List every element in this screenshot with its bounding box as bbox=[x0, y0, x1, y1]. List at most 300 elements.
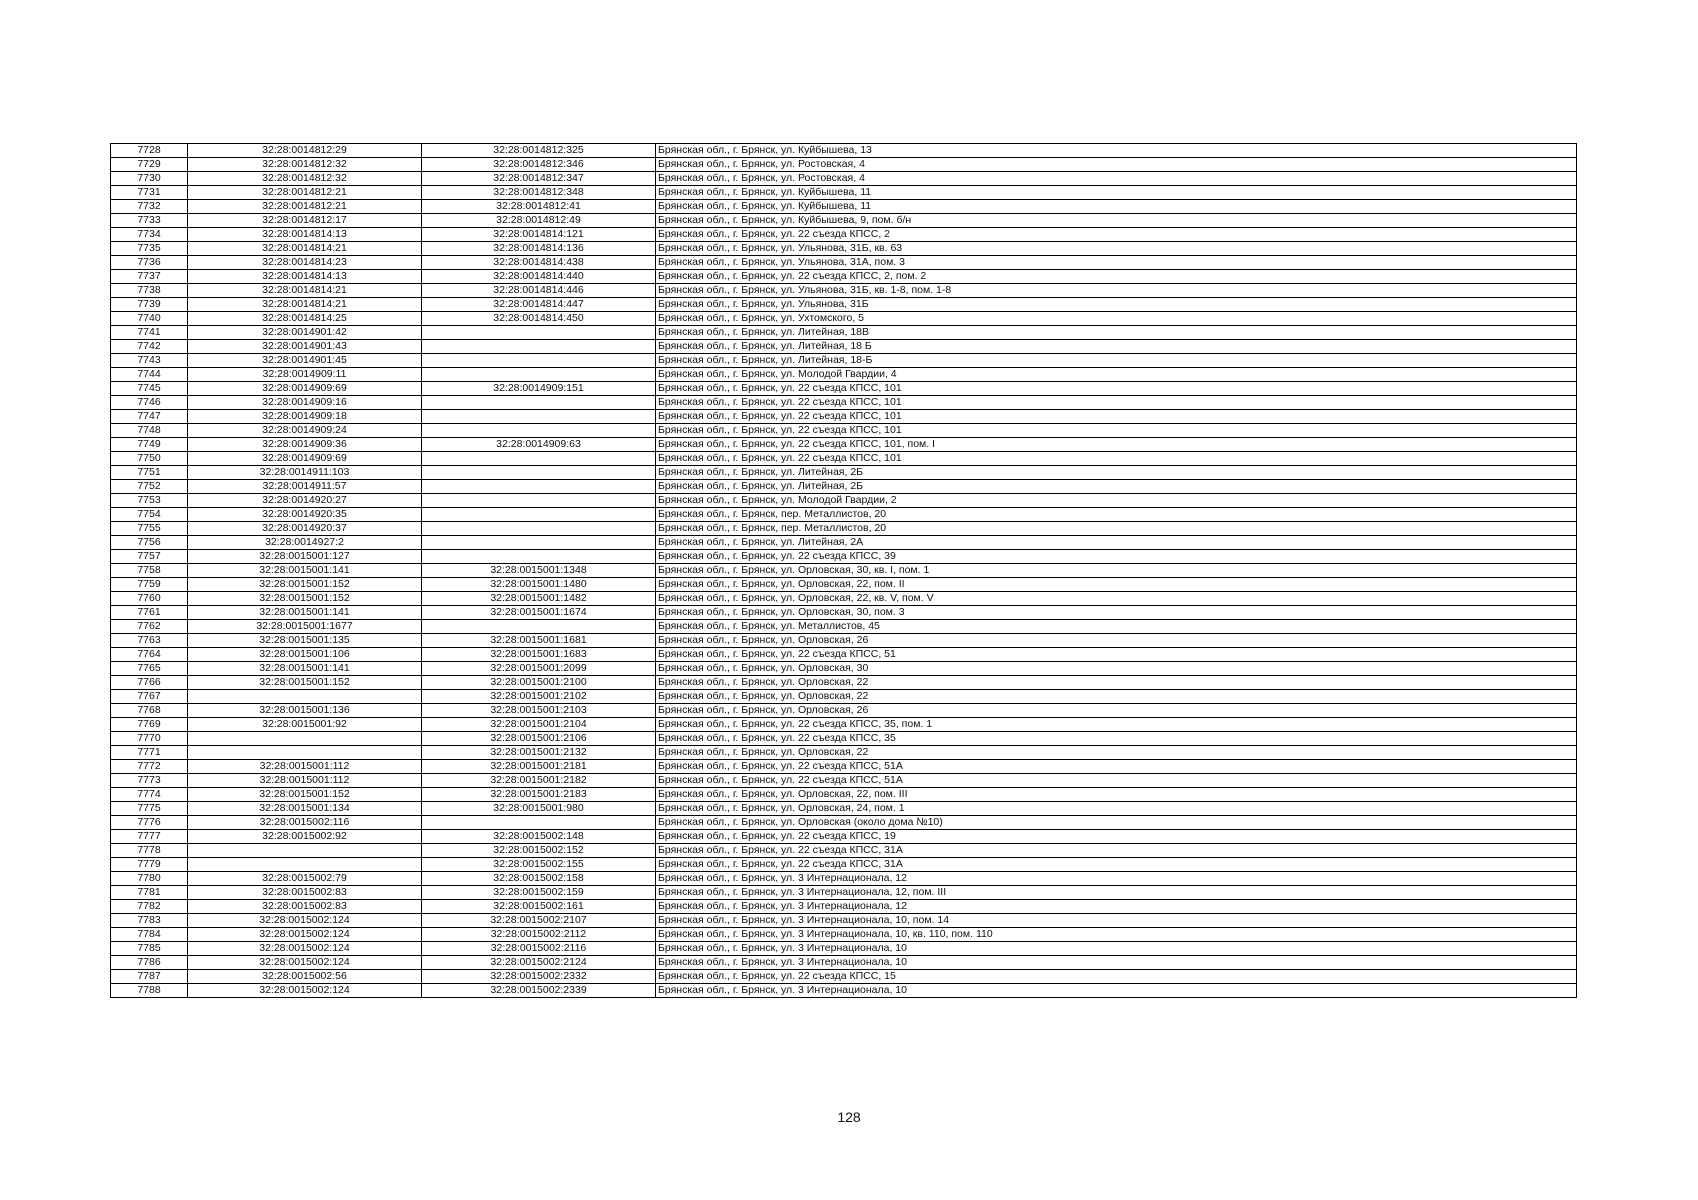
registry-table bbox=[110, 143, 1577, 998]
row-number-cell: 7771 bbox=[111, 746, 188, 760]
land-cadastral-cell: 32:28:0015001:1677 bbox=[188, 620, 422, 634]
object-cadastral-cell bbox=[422, 508, 656, 522]
row-number-cell: 7770 bbox=[111, 732, 188, 746]
table-row bbox=[111, 452, 1577, 466]
row-number-cell: 7749 bbox=[111, 438, 188, 452]
object-cadastral-cell bbox=[422, 522, 656, 536]
table-row bbox=[111, 438, 1577, 452]
address-cell: Брянская обл., г. Брянск, ул. Орловская, 22, кв. V, пом. V bbox=[656, 592, 1577, 606]
land-cadastral-cell: 32:28:0015001:106 bbox=[188, 648, 422, 662]
address-cell: Брянская обл., г. Брянск, ул. Орловская, 22, пом. II bbox=[656, 578, 1577, 592]
address-cell: Брянская обл., г. Брянск, ул. 3 Интернационала, 10 bbox=[656, 956, 1577, 970]
address-cell: Брянская обл., г. Брянск, ул. Литейная, 2Б bbox=[656, 480, 1577, 494]
table-row bbox=[111, 270, 1577, 284]
table-row bbox=[111, 914, 1577, 928]
object-cadastral-cell bbox=[422, 480, 656, 494]
land-cadastral-cell: 32:28:0014814:23 bbox=[188, 256, 422, 270]
object-cadastral-cell: 32:28:0015001:2103 bbox=[422, 704, 656, 718]
address-cell: Брянская обл., г. Брянск, ул. 22 съезда КПСС, 51 bbox=[656, 648, 1577, 662]
land-cadastral-cell: 32:28:0015001:134 bbox=[188, 802, 422, 816]
table-row bbox=[111, 900, 1577, 914]
row-number-cell: 7753 bbox=[111, 494, 188, 508]
land-cadastral-cell: 32:28:0014814:21 bbox=[188, 242, 422, 256]
table-row bbox=[111, 284, 1577, 298]
row-number-cell: 7760 bbox=[111, 592, 188, 606]
table-row bbox=[111, 746, 1577, 760]
object-cadastral-cell bbox=[422, 354, 656, 368]
land-cadastral-cell: 32:28:0014812:32 bbox=[188, 158, 422, 172]
object-cadastral-cell: 32:28:0015002:159 bbox=[422, 886, 656, 900]
row-number-cell: 7748 bbox=[111, 424, 188, 438]
object-cadastral-cell: 32:28:0014812:325 bbox=[422, 144, 656, 158]
row-number-cell: 7741 bbox=[111, 326, 188, 340]
table-row bbox=[111, 956, 1577, 970]
table-row bbox=[111, 536, 1577, 550]
table-row bbox=[111, 872, 1577, 886]
address-cell: Брянская обл., г. Брянск, ул. Орловская, 22 bbox=[656, 746, 1577, 760]
row-number-cell: 7787 bbox=[111, 970, 188, 984]
table-row bbox=[111, 774, 1577, 788]
address-cell: Брянская обл., г. Брянск, ул. Ульянова, 31Б, кв. 1-8, пом. 1-8 bbox=[656, 284, 1577, 298]
land-cadastral-cell: 32:28:0014920:35 bbox=[188, 508, 422, 522]
land-cadastral-cell: 32:28:0015001:152 bbox=[188, 592, 422, 606]
land-cadastral-cell: 32:28:0015001:127 bbox=[188, 550, 422, 564]
object-cadastral-cell: 32:28:0015001:1683 bbox=[422, 648, 656, 662]
address-cell: Брянская обл., г. Брянск, ул. Молодой Гвардии, 2 bbox=[656, 494, 1577, 508]
land-cadastral-cell: 32:28:0015001:92 bbox=[188, 718, 422, 732]
object-cadastral-cell bbox=[422, 396, 656, 410]
land-cadastral-cell: 32:28:0014812:32 bbox=[188, 172, 422, 186]
object-cadastral-cell: 32:28:0014814:136 bbox=[422, 242, 656, 256]
table-row bbox=[111, 522, 1577, 536]
table-row bbox=[111, 592, 1577, 606]
address-cell: Брянская обл., г. Брянск, ул. 22 съезда КПСС, 35 bbox=[656, 732, 1577, 746]
land-cadastral-cell: 32:28:0015001:135 bbox=[188, 634, 422, 648]
object-cadastral-cell: 32:28:0015001:2182 bbox=[422, 774, 656, 788]
land-cadastral-cell: 32:28:0015002:56 bbox=[188, 970, 422, 984]
table-row bbox=[111, 550, 1577, 564]
land-cadastral-cell: 32:28:0014814:25 bbox=[188, 312, 422, 326]
land-cadastral-cell bbox=[188, 858, 422, 872]
address-cell: Брянская обл., г. Брянск, ул. Орловская (около дома №10) bbox=[656, 816, 1577, 830]
object-cadastral-cell: 32:28:0015002:2124 bbox=[422, 956, 656, 970]
row-number-cell: 7777 bbox=[111, 830, 188, 844]
land-cadastral-cell: 32:28:0014901:42 bbox=[188, 326, 422, 340]
table-row bbox=[111, 648, 1577, 662]
row-number-cell: 7766 bbox=[111, 676, 188, 690]
object-cadastral-cell: 32:28:0015001:2099 bbox=[422, 662, 656, 676]
table-row bbox=[111, 410, 1577, 424]
address-cell: Брянская обл., г. Брянск, ул. 3 Интернационала, 10, кв. 110, пом. 110 bbox=[656, 928, 1577, 942]
object-cadastral-cell: 32:28:0014812:348 bbox=[422, 186, 656, 200]
table-row bbox=[111, 312, 1577, 326]
land-cadastral-cell: 32:28:0014909:24 bbox=[188, 424, 422, 438]
table-row bbox=[111, 228, 1577, 242]
row-number-cell: 7783 bbox=[111, 914, 188, 928]
row-number-cell: 7781 bbox=[111, 886, 188, 900]
land-cadastral-cell: 32:28:0015001:141 bbox=[188, 606, 422, 620]
table-row bbox=[111, 606, 1577, 620]
address-cell: Брянская обл., г. Брянск, ул. 3 Интернационала, 12 bbox=[656, 872, 1577, 886]
address-cell: Брянская обл., г. Брянск, ул. Орловская, 22 bbox=[656, 676, 1577, 690]
object-cadastral-cell: 32:28:0014812:41 bbox=[422, 200, 656, 214]
address-cell: Брянская обл., г. Брянск, ул. Куйбышева, 9, пом. б/н bbox=[656, 214, 1577, 228]
row-number-cell: 7746 bbox=[111, 396, 188, 410]
table-row bbox=[111, 298, 1577, 312]
table-row bbox=[111, 690, 1577, 704]
object-cadastral-cell: 32:28:0015002:152 bbox=[422, 844, 656, 858]
land-cadastral-cell bbox=[188, 690, 422, 704]
object-cadastral-cell bbox=[422, 340, 656, 354]
table-row bbox=[111, 242, 1577, 256]
row-number-cell: 7747 bbox=[111, 410, 188, 424]
object-cadastral-cell: 32:28:0015001:2106 bbox=[422, 732, 656, 746]
object-cadastral-cell: 32:28:0015002:2339 bbox=[422, 984, 656, 998]
address-cell: Брянская обл., г. Брянск, ул. Ульянова, 31Б, кв. 63 bbox=[656, 242, 1577, 256]
land-cadastral-cell: 32:28:0015002:83 bbox=[188, 886, 422, 900]
row-number-cell: 7733 bbox=[111, 214, 188, 228]
land-cadastral-cell: 32:28:0015001:141 bbox=[188, 662, 422, 676]
address-cell: Брянская обл., г. Брянск, ул. 22 съезда КПСС, 51А bbox=[656, 760, 1577, 774]
address-cell: Брянская обл., г. Брянск, ул. Литейная, 2А bbox=[656, 536, 1577, 550]
table-row bbox=[111, 158, 1577, 172]
land-cadastral-cell: 32:28:0014812:29 bbox=[188, 144, 422, 158]
address-cell: Брянская обл., г. Брянск, ул. Литейная, 18-Б bbox=[656, 354, 1577, 368]
address-cell: Брянская обл., г. Брянск, ул. 22 съезда КПСС, 2 bbox=[656, 228, 1577, 242]
address-cell: Брянская обл., г. Брянск, ул. Куйбышева, 13 bbox=[656, 144, 1577, 158]
table-row bbox=[111, 424, 1577, 438]
row-number-cell: 7764 bbox=[111, 648, 188, 662]
object-cadastral-cell: 32:28:0015002:155 bbox=[422, 858, 656, 872]
address-cell: Брянская обл., г. Брянск, ул. 22 съезда КПСС, 101 bbox=[656, 382, 1577, 396]
land-cadastral-cell: 32:28:0015001:112 bbox=[188, 760, 422, 774]
object-cadastral-cell: 32:28:0015001:1480 bbox=[422, 578, 656, 592]
land-cadastral-cell: 32:28:0015002:124 bbox=[188, 984, 422, 998]
table-row bbox=[111, 718, 1577, 732]
row-number-cell: 7743 bbox=[111, 354, 188, 368]
row-number-cell: 7759 bbox=[111, 578, 188, 592]
object-cadastral-cell bbox=[422, 550, 656, 564]
address-cell: Брянская обл., г. Брянск, ул. 22 съезда КПСС, 51А bbox=[656, 774, 1577, 788]
object-cadastral-cell bbox=[422, 368, 656, 382]
land-cadastral-cell: 32:28:0015002:124 bbox=[188, 928, 422, 942]
object-cadastral-cell: 32:28:0014814:450 bbox=[422, 312, 656, 326]
object-cadastral-cell: 32:28:0014812:347 bbox=[422, 172, 656, 186]
address-cell: Брянская обл., г. Брянск, ул. Орловская, 30 bbox=[656, 662, 1577, 676]
table-row bbox=[111, 634, 1577, 648]
object-cadastral-cell bbox=[422, 424, 656, 438]
row-number-cell: 7767 bbox=[111, 690, 188, 704]
object-cadastral-cell bbox=[422, 326, 656, 340]
row-number-cell: 7768 bbox=[111, 704, 188, 718]
table-row bbox=[111, 704, 1577, 718]
object-cadastral-cell: 32:28:0014814:446 bbox=[422, 284, 656, 298]
row-number-cell: 7737 bbox=[111, 270, 188, 284]
address-cell: Брянская обл., г. Брянск, ул. Молодой Гвардии, 4 bbox=[656, 368, 1577, 382]
address-cell: Брянская обл., г. Брянск, пер. Металлистов, 20 bbox=[656, 522, 1577, 536]
row-number-cell: 7740 bbox=[111, 312, 188, 326]
table-row bbox=[111, 620, 1577, 634]
row-number-cell: 7730 bbox=[111, 172, 188, 186]
object-cadastral-cell: 32:28:0015002:2107 bbox=[422, 914, 656, 928]
row-number-cell: 7755 bbox=[111, 522, 188, 536]
row-number-cell: 7763 bbox=[111, 634, 188, 648]
row-number-cell: 7784 bbox=[111, 928, 188, 942]
address-cell: Брянская обл., г. Брянск, ул. 22 съезда КПСС, 39 bbox=[656, 550, 1577, 564]
object-cadastral-cell: 32:28:0015002:158 bbox=[422, 872, 656, 886]
address-cell: Брянская обл., г. Брянск, ул. 3 Интернационала, 10, пом. 14 bbox=[656, 914, 1577, 928]
land-cadastral-cell: 32:28:0014814:13 bbox=[188, 270, 422, 284]
object-cadastral-cell: 32:28:0015002:2332 bbox=[422, 970, 656, 984]
table-row bbox=[111, 858, 1577, 872]
table-row bbox=[111, 760, 1577, 774]
object-cadastral-cell: 32:28:0015001:2102 bbox=[422, 690, 656, 704]
land-cadastral-cell: 32:28:0014812:21 bbox=[188, 186, 422, 200]
land-cadastral-cell: 32:28:0015002:79 bbox=[188, 872, 422, 886]
object-cadastral-cell: 32:28:0014812:346 bbox=[422, 158, 656, 172]
table-row bbox=[111, 802, 1577, 816]
land-cadastral-cell: 32:28:0015001:152 bbox=[188, 578, 422, 592]
address-cell: Брянская обл., г. Брянск, ул. 22 съезда КПСС, 15 bbox=[656, 970, 1577, 984]
table-row bbox=[111, 256, 1577, 270]
land-cadastral-cell bbox=[188, 732, 422, 746]
address-cell: Брянская обл., г. Брянск, ул. Ульянова, 31А, пом. 3 bbox=[656, 256, 1577, 270]
object-cadastral-cell: 32:28:0014814:447 bbox=[422, 298, 656, 312]
object-cadastral-cell: 32:28:0015001:2100 bbox=[422, 676, 656, 690]
row-number-cell: 7736 bbox=[111, 256, 188, 270]
address-cell: Брянская обл., г. Брянск, ул. 22 съезда КПСС, 31А bbox=[656, 844, 1577, 858]
row-number-cell: 7761 bbox=[111, 606, 188, 620]
row-number-cell: 7774 bbox=[111, 788, 188, 802]
address-cell: Брянская обл., г. Брянск, ул. Ростовская, 4 bbox=[656, 158, 1577, 172]
address-cell: Брянская обл., г. Брянск, ул. 22 съезда КПСС, 2, пом. 2 bbox=[656, 270, 1577, 284]
address-cell: Брянская обл., г. Брянск, ул. 22 съезда КПСС, 101 bbox=[656, 424, 1577, 438]
land-cadastral-cell bbox=[188, 844, 422, 858]
row-number-cell: 7742 bbox=[111, 340, 188, 354]
address-cell: Брянская обл., г. Брянск, ул. Металлистов, 45 bbox=[656, 620, 1577, 634]
table-row bbox=[111, 396, 1577, 410]
address-cell: Брянская обл., г. Брянск, ул. Орловская, 22, пом. III bbox=[656, 788, 1577, 802]
object-cadastral-cell bbox=[422, 536, 656, 550]
object-cadastral-cell: 32:28:0015002:2116 bbox=[422, 942, 656, 956]
land-cadastral-cell: 32:28:0014909:69 bbox=[188, 452, 422, 466]
land-cadastral-cell: 32:28:0014909:16 bbox=[188, 396, 422, 410]
table-row bbox=[111, 508, 1577, 522]
address-cell: Брянская обл., г. Брянск, ул. Ухтомского, 5 bbox=[656, 312, 1577, 326]
object-cadastral-cell: 32:28:0015001:1681 bbox=[422, 634, 656, 648]
object-cadastral-cell: 32:28:0014812:49 bbox=[422, 214, 656, 228]
row-number-cell: 7751 bbox=[111, 466, 188, 480]
object-cadastral-cell: 32:28:0014814:438 bbox=[422, 256, 656, 270]
object-cadastral-cell: 32:28:0015002:148 bbox=[422, 830, 656, 844]
table-row bbox=[111, 578, 1577, 592]
table-row bbox=[111, 494, 1577, 508]
land-cadastral-cell: 32:28:0015001:141 bbox=[188, 564, 422, 578]
land-cadastral-cell bbox=[188, 746, 422, 760]
land-cadastral-cell: 32:28:0014909:11 bbox=[188, 368, 422, 382]
row-number-cell: 7732 bbox=[111, 200, 188, 214]
page-number: 128 bbox=[837, 1109, 861, 1125]
table-row bbox=[111, 340, 1577, 354]
row-number-cell: 7750 bbox=[111, 452, 188, 466]
row-number-cell: 7776 bbox=[111, 816, 188, 830]
address-cell: Брянская обл., г. Брянск, ул. Орловская, 30, пом. 3 bbox=[656, 606, 1577, 620]
table-row bbox=[111, 186, 1577, 200]
address-cell: Брянская обл., г. Брянск, ул. 22 съезда КПСС, 101 bbox=[656, 452, 1577, 466]
land-cadastral-cell: 32:28:0015002:124 bbox=[188, 942, 422, 956]
table-row bbox=[111, 676, 1577, 690]
row-number-cell: 7731 bbox=[111, 186, 188, 200]
table-row bbox=[111, 970, 1577, 984]
table-row bbox=[111, 886, 1577, 900]
table-row bbox=[111, 830, 1577, 844]
address-cell: Брянская обл., г. Брянск, ул. Орловская, 30, кв. I, пом. 1 bbox=[656, 564, 1577, 578]
table-row bbox=[111, 844, 1577, 858]
address-cell: Брянская обл., г. Брянск, ул. 22 съезда КПСС, 31А bbox=[656, 858, 1577, 872]
row-number-cell: 7738 bbox=[111, 284, 188, 298]
object-cadastral-cell: 32:28:0014814:121 bbox=[422, 228, 656, 242]
object-cadastral-cell: 32:28:0015001:2132 bbox=[422, 746, 656, 760]
row-number-cell: 7735 bbox=[111, 242, 188, 256]
row-number-cell: 7779 bbox=[111, 858, 188, 872]
address-cell: Брянская обл., г. Брянск, ул. 22 съезда КПСС, 19 bbox=[656, 830, 1577, 844]
registry-table-body bbox=[111, 144, 1577, 998]
object-cadastral-cell: 32:28:0015001:1348 bbox=[422, 564, 656, 578]
address-cell: Брянская обл., г. Брянск, ул. 22 съезда КПСС, 101 bbox=[656, 410, 1577, 424]
address-cell: Брянская обл., г. Брянск, пер. Металлистов, 20 bbox=[656, 508, 1577, 522]
land-cadastral-cell: 32:28:0015001:152 bbox=[188, 676, 422, 690]
object-cadastral-cell: 32:28:0014909:151 bbox=[422, 382, 656, 396]
land-cadastral-cell: 32:28:0015002:124 bbox=[188, 914, 422, 928]
object-cadastral-cell bbox=[422, 816, 656, 830]
land-cadastral-cell: 32:28:0014814:21 bbox=[188, 298, 422, 312]
land-cadastral-cell: 32:28:0014814:21 bbox=[188, 284, 422, 298]
table-row bbox=[111, 144, 1577, 158]
land-cadastral-cell: 32:28:0014901:45 bbox=[188, 354, 422, 368]
address-cell: Брянская обл., г. Брянск, ул. Куйбышева, 11 bbox=[656, 200, 1577, 214]
row-number-cell: 7769 bbox=[111, 718, 188, 732]
land-cadastral-cell: 32:28:0015002:92 bbox=[188, 830, 422, 844]
table-row bbox=[111, 732, 1577, 746]
object-cadastral-cell: 32:28:0015002:2112 bbox=[422, 928, 656, 942]
address-cell: Брянская обл., г. Брянск, ул. Орловская, 26 bbox=[656, 634, 1577, 648]
object-cadastral-cell bbox=[422, 410, 656, 424]
table-row bbox=[111, 382, 1577, 396]
row-number-cell: 7739 bbox=[111, 298, 188, 312]
table-row bbox=[111, 466, 1577, 480]
row-number-cell: 7765 bbox=[111, 662, 188, 676]
land-cadastral-cell: 32:28:0014812:21 bbox=[188, 200, 422, 214]
row-number-cell: 7752 bbox=[111, 480, 188, 494]
land-cadastral-cell: 32:28:0015002:83 bbox=[188, 900, 422, 914]
land-cadastral-cell: 32:28:0014909:69 bbox=[188, 382, 422, 396]
address-cell: Брянская обл., г. Брянск, ул. Куйбышева, 11 bbox=[656, 186, 1577, 200]
land-cadastral-cell: 32:28:0014927:2 bbox=[188, 536, 422, 550]
object-cadastral-cell bbox=[422, 452, 656, 466]
table-row bbox=[111, 564, 1577, 578]
land-cadastral-cell: 32:28:0014901:43 bbox=[188, 340, 422, 354]
land-cadastral-cell: 32:28:0014814:13 bbox=[188, 228, 422, 242]
row-number-cell: 7734 bbox=[111, 228, 188, 242]
address-cell: Брянская обл., г. Брянск, ул. Ульянова, 31Б bbox=[656, 298, 1577, 312]
address-cell: Брянская обл., г. Брянск, ул. Литейная, 18В bbox=[656, 326, 1577, 340]
row-number-cell: 7762 bbox=[111, 620, 188, 634]
table-row bbox=[111, 816, 1577, 830]
table-row bbox=[111, 354, 1577, 368]
table-row bbox=[111, 200, 1577, 214]
object-cadastral-cell bbox=[422, 620, 656, 634]
land-cadastral-cell: 32:28:0014911:57 bbox=[188, 480, 422, 494]
land-cadastral-cell: 32:28:0014812:17 bbox=[188, 214, 422, 228]
address-cell: Брянская обл., г. Брянск, ул. Ростовская, 4 bbox=[656, 172, 1577, 186]
address-cell: Брянская обл., г. Брянск, ул. 3 Интернационала, 10 bbox=[656, 942, 1577, 956]
object-cadastral-cell: 32:28:0015002:161 bbox=[422, 900, 656, 914]
address-cell: Брянская обл., г. Брянск, ул. 22 съезда КПСС, 101 bbox=[656, 396, 1577, 410]
address-cell: Брянская обл., г. Брянск, ул. 3 Интернационала, 12, пом. III bbox=[656, 886, 1577, 900]
row-number-cell: 7780 bbox=[111, 872, 188, 886]
table-row bbox=[111, 172, 1577, 186]
table-row bbox=[111, 984, 1577, 998]
table-row bbox=[111, 788, 1577, 802]
land-cadastral-cell: 32:28:0014920:37 bbox=[188, 522, 422, 536]
table-row bbox=[111, 326, 1577, 340]
table-row bbox=[111, 928, 1577, 942]
land-cadastral-cell: 32:28:0014909:18 bbox=[188, 410, 422, 424]
row-number-cell: 7778 bbox=[111, 844, 188, 858]
row-number-cell: 7773 bbox=[111, 774, 188, 788]
row-number-cell: 7785 bbox=[111, 942, 188, 956]
row-number-cell: 7775 bbox=[111, 802, 188, 816]
object-cadastral-cell: 32:28:0015001:2181 bbox=[422, 760, 656, 774]
row-number-cell: 7757 bbox=[111, 550, 188, 564]
land-cadastral-cell: 32:28:0014920:27 bbox=[188, 494, 422, 508]
address-cell: Брянская обл., г. Брянск, ул. Орловская, 26 bbox=[656, 704, 1577, 718]
land-cadastral-cell: 32:28:0015001:152 bbox=[188, 788, 422, 802]
table-row bbox=[111, 368, 1577, 382]
table-row bbox=[111, 480, 1577, 494]
object-cadastral-cell: 32:28:0015001:1674 bbox=[422, 606, 656, 620]
row-number-cell: 7758 bbox=[111, 564, 188, 578]
row-number-cell: 7728 bbox=[111, 144, 188, 158]
row-number-cell: 7729 bbox=[111, 158, 188, 172]
object-cadastral-cell: 32:28:0015001:1482 bbox=[422, 592, 656, 606]
address-cell: Брянская обл., г. Брянск, ул. Литейная, 2Б bbox=[656, 466, 1577, 480]
object-cadastral-cell: 32:28:0015001:2183 bbox=[422, 788, 656, 802]
object-cadastral-cell: 32:28:0015001:980 bbox=[422, 802, 656, 816]
row-number-cell: 7788 bbox=[111, 984, 188, 998]
address-cell: Брянская обл., г. Брянск, ул. Орловская, 24, пом. 1 bbox=[656, 802, 1577, 816]
object-cadastral-cell: 32:28:0014814:440 bbox=[422, 270, 656, 284]
object-cadastral-cell: 32:28:0014909:63 bbox=[422, 438, 656, 452]
land-cadastral-cell: 32:28:0014909:36 bbox=[188, 438, 422, 452]
land-cadastral-cell: 32:28:0015002:124 bbox=[188, 956, 422, 970]
object-cadastral-cell: 32:28:0015001:2104 bbox=[422, 718, 656, 732]
table-row bbox=[111, 662, 1577, 676]
address-cell: Брянская обл., г. Брянск, ул. Литейная, 18 Б bbox=[656, 340, 1577, 354]
row-number-cell: 7756 bbox=[111, 536, 188, 550]
row-number-cell: 7745 bbox=[111, 382, 188, 396]
row-number-cell: 7772 bbox=[111, 760, 188, 774]
address-cell: Брянская обл., г. Брянск, ул. 22 съезда КПСС, 35, пом. 1 bbox=[656, 718, 1577, 732]
table-row bbox=[111, 214, 1577, 228]
address-cell: Брянская обл., г. Брянск, ул. Орловская, 22 bbox=[656, 690, 1577, 704]
row-number-cell: 7786 bbox=[111, 956, 188, 970]
row-number-cell: 7754 bbox=[111, 508, 188, 522]
row-number-cell: 7782 bbox=[111, 900, 188, 914]
table-row bbox=[111, 942, 1577, 956]
address-cell: Брянская обл., г. Брянск, ул. 3 Интернационала, 10 bbox=[656, 984, 1577, 998]
land-cadastral-cell: 32:28:0015001:136 bbox=[188, 704, 422, 718]
